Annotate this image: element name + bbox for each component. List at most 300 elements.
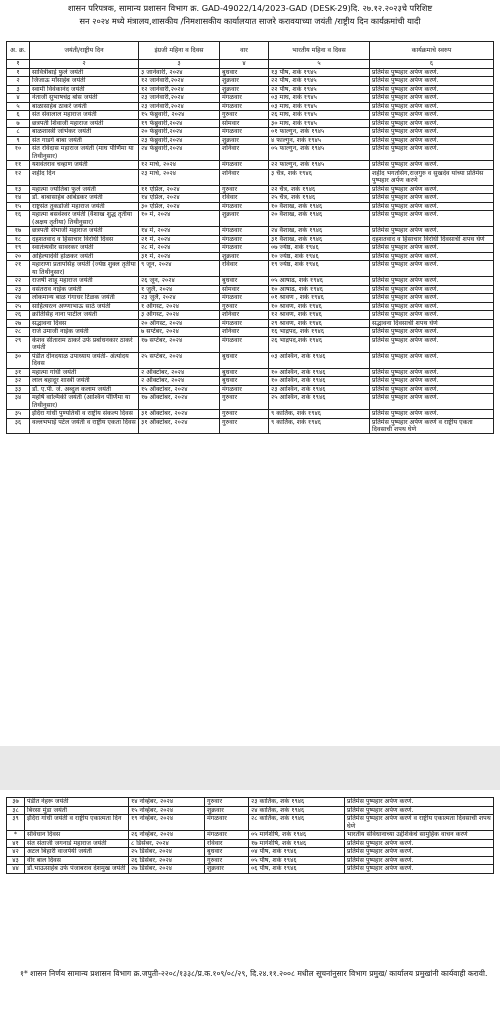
document-header	[6, 2, 494, 27]
table-cell: मंगळवार	[220, 319, 269, 328]
table-cell: प्रतिमेस पुष्पहार अर्पण करणे.	[370, 161, 494, 170]
table-cell: मंगळवार	[220, 385, 269, 394]
table-cell: ५	[7, 102, 30, 111]
table-cell: १९ फेब्रुवारी,२०२४	[139, 119, 220, 128]
table-cell: ३१ मे, २०२४	[139, 252, 220, 261]
table-cell: १० श्रावण, शके १९४६	[269, 302, 370, 311]
table-cell: शुक्रवार	[220, 77, 269, 86]
table-cell: स्वामी विवेकानंद जयंती	[30, 85, 139, 94]
table-cell: ०५ आषाढ, शके १९४६	[269, 277, 370, 286]
table-row	[7, 385, 494, 394]
table-cell: इंदिरा गांधी जयंती व राष्ट्रीय एकात्मता दिन	[25, 815, 129, 831]
table-cell: १९ ज्येष्ठ, शके १९४६	[269, 261, 370, 277]
table-row	[7, 806, 494, 815]
table-cell: शुक्रवार	[205, 806, 249, 815]
table-cell: डॉ. ए.पी. जे. अब्दुल कलाम जयंती	[30, 385, 139, 394]
table-cell: गुरुवार	[205, 798, 249, 807]
table-cell: संविधान दिवस	[25, 831, 129, 840]
table-row	[7, 831, 494, 840]
table-row	[7, 136, 494, 145]
table-row	[7, 128, 494, 137]
table-cell: प्रतिमेस पुष्पहार अर्पण करणे.	[370, 68, 494, 77]
column-number: ६	[370, 60, 494, 69]
table-cell: १५	[7, 202, 30, 211]
table-cell: इंदिरा गांधी पुण्यतिथी व राष्ट्रीय संकल्प दिवस	[30, 410, 139, 419]
table-cell: २५ चैत्र, शके १९४६	[269, 194, 370, 203]
table-cell: प्रतिमेस पुष्पहार अर्पण करणे.	[370, 244, 494, 253]
table-cell: १३ पौष, शके १९४५	[269, 68, 370, 77]
table-cell: मंगळवार	[220, 336, 269, 352]
table-cell: गुरुवार	[220, 410, 269, 419]
table-cell: ६	[7, 111, 30, 120]
table-cell: २० फेब्रुवारी,२०२४	[139, 128, 220, 137]
table-cell: ३० एप्रिल, २०२४	[139, 202, 220, 211]
table-cell: १० आश्विन, शके १९४६	[269, 377, 370, 386]
table-cell: भारतीय संविधानाच्या उद्देशिकेचे सामुहिक वाचन करणे	[345, 831, 494, 840]
table-cell: महात्मा ज्योतिबा फुले जयंती	[30, 185, 139, 194]
table-cell: ३१ ऑक्टोबर, २०२४	[139, 418, 220, 434]
table-cell: ०५ फाल्गुन, शके १९४५	[269, 145, 370, 161]
table-cell: २४	[7, 294, 30, 303]
table-cell: प्रतिमेस पुष्पहार अर्पण करणे.	[345, 856, 494, 865]
table-cell: ०३ माघ, शके १९४५	[269, 102, 370, 111]
table-cell: ९ जून, २०२४	[139, 261, 220, 277]
table-cell: १२	[7, 169, 30, 185]
table-cell: ३७	[7, 798, 25, 807]
table-cell: गुरुवार	[220, 111, 269, 120]
table-cell: २० ऑगस्ट, २०२४	[139, 319, 220, 328]
table-cell: ७ सप्टेंबर, २०२४	[139, 328, 220, 337]
table-cell: १२ जानेवारी,२०२४	[139, 85, 220, 94]
table-cell: केशव सीताराम ठाकरे उर्फ प्रबोधनकार ठाकरे जयंती	[30, 336, 139, 352]
column-header: जयंती/राष्ट्रीय दिन	[30, 42, 139, 60]
table-cell: ७	[7, 119, 30, 128]
table-cell: ३१	[7, 368, 30, 377]
table-cell: दहशतवाद व हिंसाचार विरोधी दिवसाची शपथ घेणे	[370, 235, 494, 244]
table-cell: ३	[7, 85, 30, 94]
table-cell: प्रतिमेस पुष्पहार अर्पण करणे.	[370, 194, 494, 203]
table-cell: २३ फेब्रुवारी,२०२४	[139, 136, 220, 145]
table-cell: १५ ऑक्टोबर, २०२४	[139, 385, 220, 394]
column-number-row	[7, 60, 494, 69]
table-cell: २२ फाल्गुन, शके १९४५	[269, 161, 370, 170]
table-row	[7, 235, 494, 244]
table-cell: २	[7, 77, 30, 86]
table-cell: मंगळवार	[220, 128, 269, 137]
table-cell: प्रतिमेस पुष्पहार अर्पण करणे.	[370, 277, 494, 286]
table-cell: डॉ. बाबासाहेब आंबेडकर जयंती	[30, 194, 139, 203]
table-cell: मंगळवार	[205, 815, 249, 831]
table-cell: २६ नोव्हेंबर, २०२४	[129, 831, 205, 840]
table-row	[7, 319, 494, 328]
column-header: अ. क्र.	[7, 42, 30, 60]
table-row	[7, 111, 494, 120]
table-cell: २२ पौष, शके १९४५	[269, 77, 370, 86]
table-cell: डॉ.भाऊसाहेब उर्फ पंजाबराव देशमुख जयंती	[25, 865, 129, 874]
table-cell: शहीद दिन	[30, 169, 139, 185]
column-header: इंग्रजी महिना व दिवस	[139, 42, 220, 60]
table-row	[7, 94, 494, 103]
table-cell: साहित्यरत्न अण्णाभाऊ साठे जयंती	[30, 302, 139, 311]
table-row	[7, 202, 494, 211]
table-cell: महाराणा प्रतापसिंह जयंती (ज्येष्ठ शुक्ल तृतीया या तिथीनुसार)	[30, 261, 139, 277]
table-cell: ४३	[7, 856, 25, 865]
table-cell: १६	[7, 211, 30, 227]
table-cell: २६ भाद्रपद,शके १९४६	[269, 336, 370, 352]
table-cell: २५ आश्विन, शके १९४६	[269, 394, 370, 410]
table-cell: २६	[7, 311, 30, 320]
table-cell: प्रतिमेस पुष्पहार अर्पण करणे.	[370, 252, 494, 261]
table-cell: ०५ पौष, शके १९४६	[249, 856, 345, 865]
table-cell: रविवार	[205, 839, 249, 848]
table-cell: ०५ मार्गशीर्ष, शके १९४६	[249, 831, 345, 840]
table-cell: २४ कार्तिक, शके १९४६	[249, 806, 345, 815]
table-row	[7, 85, 494, 94]
table-cell: अटल बिहारी वाजपेयी जयंती	[25, 848, 129, 857]
table-cell: पंडीत नेहरू जयंती	[25, 798, 129, 807]
table-cell: १४ मे, २०२४	[139, 227, 220, 236]
table-row	[7, 856, 494, 865]
column-number: १	[7, 60, 30, 69]
table-cell: २२ पौष, शके १९४५	[269, 85, 370, 94]
table-cell: २८ कार्तिक, शके १९४६	[249, 815, 345, 831]
table-cell: ८	[7, 128, 30, 137]
table-cell: गुरुवार	[220, 302, 269, 311]
table-row	[7, 865, 494, 874]
table-cell: मंगळवार	[205, 831, 249, 840]
table-cell: शहीद भगतसिंग,राजगुरु व सुखदेव यांच्या प्रतिमेस पुष्पहार अर्पण करणे	[370, 169, 494, 185]
table-cell: बुधवार	[220, 277, 269, 286]
table-cell: ३६	[7, 418, 30, 434]
table-cell: प्रतिमेस पुष्पहार अर्पण करणे.	[370, 77, 494, 86]
table-cell: ३३	[7, 385, 30, 394]
table-cell: प्रतिमेस पुष्पहार अर्पण करणे.	[370, 85, 494, 94]
table-cell: सोमवार	[220, 285, 269, 294]
table-cell: १० आश्विन, शके १९४६	[269, 368, 370, 377]
table-cell: प्रतिमेस पुष्पहार अर्पण करणे व राष्ट्रीय एकात्मता दिवसाची शपथ घेणे	[345, 815, 494, 831]
table-cell: बुधवार	[220, 352, 269, 368]
table-cell: २३	[7, 285, 30, 294]
table-cell: संत गाडगे बाबा जयंती	[30, 136, 139, 145]
table-cell: १८	[7, 235, 30, 244]
table-cell: महात्मा बसवेश्वर जयंती (वैशाख शुद्ध तृतीया (अक्षय तृतीया) तिथीनुसार)	[30, 211, 139, 227]
table-cell: प्रतिमेस पुष्पहार अर्पण करणे.	[370, 285, 494, 294]
table-cell: १७	[7, 227, 30, 236]
table-cell: २४ फेब्रुवारी,२०२४	[139, 145, 220, 161]
table-cell: प्रतिमेस पुष्पहार अर्पण करणे.	[370, 410, 494, 419]
table-cell: प्रतिमेस पुष्पहार अर्पण करणे.	[370, 352, 494, 368]
table-cell: १६ भाद्रपद, शके १९४६	[269, 328, 370, 337]
table-cell: मंगळवार	[220, 202, 269, 211]
table-cell: १४	[7, 194, 30, 203]
table-cell: स्वातंत्र्यवीर सावरकर जयंती	[30, 244, 139, 253]
table-cell: २२	[7, 277, 30, 286]
table-cell: संत सेवालाल महाराज जयंती	[30, 111, 139, 120]
table-cell: २३ मार्च, २०२४	[139, 169, 220, 185]
table-cell: मंगळवार	[220, 102, 269, 111]
table-row	[7, 311, 494, 320]
table-cell: १२ मार्च, २०२४	[139, 161, 220, 170]
table-cell: प्रतिमेस पुष्पहार अर्पण करणे.	[370, 311, 494, 320]
table-cell: १९ नोव्हेंबर, २०२४	[129, 815, 205, 831]
table-cell: १५ फेब्रुवारी, २०२४	[139, 111, 220, 120]
table-cell: १४ एप्रिल, २०२४	[139, 194, 220, 203]
table-cell: २३ जानेवारी,२०२४	[139, 94, 220, 103]
table-cell: मंगळवार	[220, 235, 269, 244]
table-cell: २३ कार्तिक, शके १९४६	[249, 798, 345, 807]
table-cell: ०४ पौष, शके १९४६	[249, 848, 345, 857]
table-cell: प्रतिमेस पुष्पहार अर्पण करणे.	[370, 302, 494, 311]
table-cell: १	[7, 68, 30, 77]
table-cell: २३ जुलै, २०२४	[139, 294, 220, 303]
table-cell: बिरसा मुंडा जयंती	[25, 806, 129, 815]
table-cell: प्रतिमेस पुष्पहार अर्पण करणे.	[370, 145, 494, 161]
table-cell: पंडीत दीनदयाळ उपाध्याय जयंती- अंत्योदय दिवस	[30, 352, 139, 368]
table-row	[7, 328, 494, 337]
table-cell: जिजाऊ माँसाहेब जयंती	[30, 77, 139, 86]
table-cell: लोकमान्य बाळ गंगाधर टिळक जयंती	[30, 294, 139, 303]
table-cell: ४ फाल्गुन, शके १९४५	[269, 136, 370, 145]
table-cell: प्रतिमेस पुष्पहार अर्पण करणे.	[345, 806, 494, 815]
column-number: ५	[269, 60, 370, 69]
table-cell: २९	[7, 336, 30, 352]
table-cell: २३ आश्विन, शके १९४६	[269, 385, 370, 394]
table-cell: २५	[7, 302, 30, 311]
table-cell: २ ऑक्टोबर, २०२४	[139, 368, 220, 377]
table-row	[7, 394, 494, 410]
table-cell: १५ नोव्हेंबर, २०२४	[129, 806, 205, 815]
table-cell: सद्भावना दिवस	[30, 319, 139, 328]
table-cell: प्रतिमेस पुष्पहार अर्पण करणे.	[345, 848, 494, 857]
table-cell: ३५	[7, 410, 30, 419]
table-cell: ३२	[7, 377, 30, 386]
table-row	[7, 352, 494, 368]
table-cell: ०१ फाल्गुन, शके १९४५	[269, 128, 370, 137]
table-cell: ०३ माघ, शके १९४५	[269, 94, 370, 103]
table-cell: २६ माघ, शके १९४५	[269, 111, 370, 120]
table-cell: २५ सप्टेंबर, २०२४	[139, 352, 220, 368]
table-cell: १२ श्रावण, शके १९४६	[269, 311, 370, 320]
table-cell: बाळशास्त्री जांभेकर जयंती	[30, 128, 139, 137]
table-cell: २५ डिसेंबर, २०२४	[129, 848, 205, 857]
table-cell: शुक्रवार	[220, 136, 269, 145]
table-cell: प्रतिमेस पुष्पहार अर्पण करणे.	[370, 294, 494, 303]
table-row	[7, 227, 494, 236]
table-cell: ०३ आश्विन, शके १९४६	[269, 352, 370, 368]
table-cell: नेताजी सुभाषचंद्र बोस जयंती	[30, 94, 139, 103]
table-cell: २३ जानेवारी,२०२४	[139, 102, 220, 111]
table-cell: ११	[7, 161, 30, 170]
table-cell: ०१ श्रावण , शके १९४६	[269, 294, 370, 303]
table-cell: ४२	[7, 848, 25, 857]
table-cell: प्रतिमेस पुष्पहार अर्पण करणे.	[370, 128, 494, 137]
table-cell: २९ श्रावण, शके १९४६	[269, 319, 370, 328]
table-cell: प्रतिमेस पुष्पहार अर्पण करणे.	[370, 368, 494, 377]
table-row	[7, 285, 494, 294]
table-row	[7, 119, 494, 128]
table-header-row	[7, 42, 494, 60]
table-cell: प्रतिमेस पुष्पहार अर्पण करणे.	[370, 119, 494, 128]
table-cell: प्रतिमेस पुष्पहार अर्पण करणे व राष्ट्रीय एकता दिवसाची शपथ घेणे	[370, 418, 494, 434]
table-cell: २८	[7, 328, 30, 337]
table-cell: प्रतिमेस पुष्पहार अर्पण करणे.	[370, 102, 494, 111]
table-row	[7, 848, 494, 857]
column-number: ४	[220, 60, 269, 69]
table-cell: प्रतिमेस पुष्पहार अर्पण करणे.	[370, 111, 494, 120]
table-row	[7, 815, 494, 831]
table-cell: ३ जानेवारी, २०२४	[139, 68, 220, 77]
table-cell: मंगळवार	[220, 161, 269, 170]
table-cell: १० ज्येष्ठ, शके १९४६	[269, 252, 370, 261]
table-cell: १४ नोव्हेंबर, २०२४	[129, 798, 205, 807]
table-cell: १७ मार्गशीर्ष, शके १९४६	[249, 839, 345, 848]
table-cell: शुक्रवार	[220, 85, 269, 94]
table-cell: क्रांतिसिंह नाना पाटील जयंती	[30, 311, 139, 320]
column-header: वार	[220, 42, 269, 60]
column-number: ३	[139, 60, 220, 69]
table-cell: बुधवार	[220, 68, 269, 77]
table-cell: गुरुवार	[205, 856, 249, 865]
table-row	[7, 261, 494, 277]
table-cell: प्रतिमेस पुष्पहार अर्पण करणे.	[370, 328, 494, 337]
table-cell: राजे उमाजी नाईक जयंती	[30, 328, 139, 337]
table-cell: २६ जून, २०२४	[139, 277, 220, 286]
table-row	[7, 410, 494, 419]
table-cell: मंगळवार	[220, 227, 269, 236]
table-cell: मंगळवार	[220, 294, 269, 303]
table-cell: महात्मा गांधी जयंती	[30, 368, 139, 377]
table-cell: बुधवार	[220, 377, 269, 386]
table-row	[7, 368, 494, 377]
table-cell: यशवंतराव चव्हाण जयंती	[30, 161, 139, 170]
table-cell: प्रतिमेस पुष्पहार अर्पण करणे.	[370, 211, 494, 227]
table-cell: २० वैशाख, शके १९४६	[269, 211, 370, 227]
table-cell: प्रतिमेस पुष्पहार अर्पण करणे.	[345, 839, 494, 848]
table-row	[7, 145, 494, 161]
table-cell: प्रतिमेस पुष्पहार अर्पण करणे.	[370, 336, 494, 352]
table-cell: २७ डिसेंबर, २०२४	[129, 865, 205, 874]
table-row	[7, 418, 494, 434]
jayanti-table-part-2	[6, 797, 494, 874]
table-cell: सोमवार	[220, 119, 269, 128]
table-cell: प्रतिमेस पुष्पहार अर्पण करणे.	[370, 185, 494, 194]
table-cell: ८ डिसेंबर, २०२४	[129, 839, 205, 848]
table-cell: ४१	[7, 839, 25, 848]
table-cell: ३०	[7, 352, 30, 368]
table-cell: वल्लभभाई पटेल जयंती व राष्ट्रीय एकता दिवस	[30, 418, 139, 434]
table-cell: राजर्षी शाहू महाराज जयंती	[30, 277, 139, 286]
table-cell: २८ मे, २०२४	[139, 244, 220, 253]
table-cell: प्रतिमेस पुष्पहार अर्पण करणे.	[370, 136, 494, 145]
header-line-2: सन २०२४ मध्ये मंत्रालय,शासकीय /निमशासकीय कार्यालयात साजरे करावयाच्या जयंती /राष्ट्रीय दिन कार्यक्रमांची यादी	[79, 15, 421, 26]
table-cell: गुरुवार	[220, 185, 269, 194]
table-cell: प्रतिमेस पुष्पहार अर्पण करणे.	[370, 394, 494, 410]
table-cell: बुधवार	[205, 848, 249, 857]
table-cell: ३ चैत्र, शके १९४६	[269, 169, 370, 185]
table-cell: १०	[7, 145, 30, 161]
table-cell: गुरुवार	[220, 418, 269, 434]
table-cell: ३४	[7, 394, 30, 410]
table-cell: ३९	[7, 815, 25, 831]
page-break	[0, 746, 500, 790]
table-cell: प्रतिमेस पुष्पहार अर्पण करणे.	[370, 385, 494, 394]
table-cell: *	[7, 831, 25, 840]
table-cell: १७ सप्टेंबर, २०२४	[139, 336, 220, 352]
table-cell: लाल बहादूर शास्त्री जयंती	[30, 377, 139, 386]
table-cell: २७	[7, 319, 30, 328]
table-cell: सद्भावना दिवसाची शपथ घेणे	[370, 319, 494, 328]
column-header: कार्यक्रमाचे स्वरुप	[370, 42, 494, 60]
table-cell: शुक्रवार	[205, 865, 249, 874]
table-cell: वसंतराव नाईक जयंती	[30, 285, 139, 294]
table-cell: ०६ पौष, शके १९४६	[249, 865, 345, 874]
table-cell: शनिवार	[220, 328, 269, 337]
table-row	[7, 102, 494, 111]
table-cell: सावित्रीबाई फुले जयंती	[30, 68, 139, 77]
table-cell: ३० माघ, शके १९४५	[269, 119, 370, 128]
table-cell: शुक्रवार	[220, 211, 269, 227]
table-cell: २१	[7, 261, 30, 277]
table-cell: शनिवार	[220, 145, 269, 161]
table-cell: दहशतवाद व हिंसाचार विरोधी दिवस	[30, 235, 139, 244]
column-header: भारतीय महिना व दिवस	[269, 42, 370, 60]
table-row	[7, 211, 494, 227]
table-cell: शनिवार	[220, 169, 269, 185]
table-cell: रविवार	[220, 194, 269, 203]
table-cell: १२ जानेवारी,२०२४	[139, 77, 220, 86]
table-cell: १ ऑगस्ट, २०२४	[139, 302, 220, 311]
table-cell: ३८	[7, 806, 25, 815]
jayanti-table-part-1	[6, 41, 494, 434]
table-cell: ३१ ऑक्टोबर, २०२४	[139, 410, 220, 419]
table-row	[7, 77, 494, 86]
table-cell: छत्रपती संभाजी महाराज जयंती	[30, 227, 139, 236]
column-number: २	[30, 60, 139, 69]
table-row	[7, 161, 494, 170]
table-cell: २०	[7, 252, 30, 261]
table-row	[7, 68, 494, 77]
table-cell: २२ चैत्र, शके १९४६	[269, 185, 370, 194]
table-cell: ९ कार्तिक, शके १९४६	[269, 410, 370, 419]
table-cell: २४ वैशाख, शके १९४६	[269, 227, 370, 236]
table-cell: २६ डिसेंबर, २०२४	[129, 856, 205, 865]
table-cell: वीर बाल दिवस	[25, 856, 129, 865]
table-cell: संत संताजी जगनाडे महाराज जयंती	[25, 839, 129, 848]
table-cell: २ ऑक्टोबर, २०२४	[139, 377, 220, 386]
table-cell: १७ ऑक्टोबर, २०२४	[139, 394, 220, 410]
table-cell: ३१ वैशाख, शके १९४६	[269, 235, 370, 244]
table-cell: छत्रपती शिवाजी महाराज जयंती	[30, 119, 139, 128]
header-line-1: शासन परिपत्रक, सामान्य प्रशासन विभाग क्र. GAD-49022/14/2023-GAD (DESK-29)दि. २७.१२.२०२३चे परिशिष्ट	[67, 3, 433, 13]
table-cell: महर्षि वाल्मिकी जयंती (आश्विन पौर्णिमा या तिथीनुसार)	[30, 394, 139, 410]
table-row	[7, 185, 494, 194]
table-cell: ०७ ज्येष्ठ, शके १९४६	[269, 244, 370, 253]
table-cell: गुरुवार	[220, 394, 269, 410]
table-row	[7, 194, 494, 203]
table-cell: १३	[7, 185, 30, 194]
table-cell: ९	[7, 136, 30, 145]
table-cell: शुक्रवार	[220, 252, 269, 261]
table-row	[7, 839, 494, 848]
table-cell: अहिल्यादेवी होळकर जयंती	[30, 252, 139, 261]
table-cell: प्रतिमेस पुष्पहार अर्पण करणे.	[370, 261, 494, 277]
table-cell: बाळासाहेब ठाकरे जयंती	[30, 102, 139, 111]
table-cell: प्रतिमेस पुष्पहार अर्पण करणे.	[370, 377, 494, 386]
table-cell: संत रविदास महाराज जयंती (माघ पौर्णिमा या तिथीनुसार)	[30, 145, 139, 161]
table-row	[7, 277, 494, 286]
table-cell: प्रतिमेस पुष्पहार अर्पण करणे.	[370, 227, 494, 236]
table-cell: १० मे, २०२४	[139, 211, 220, 227]
